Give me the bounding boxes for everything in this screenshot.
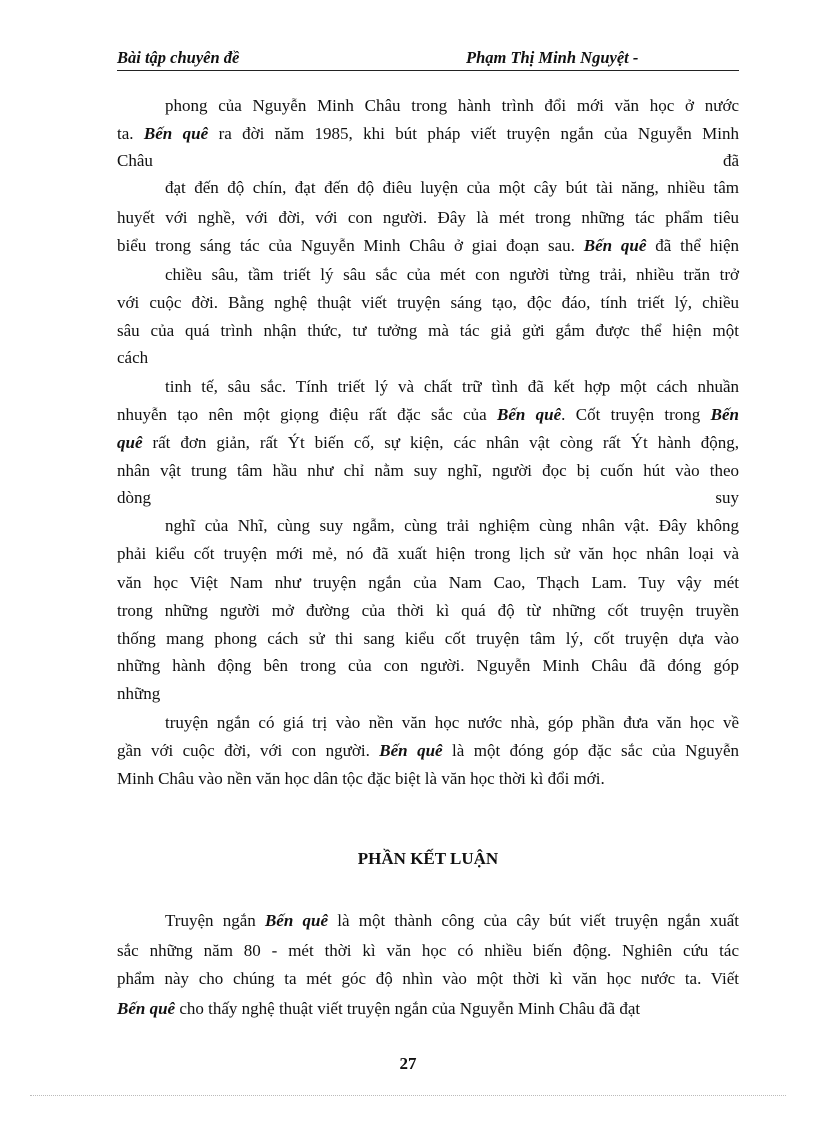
text-line [165, 515, 739, 537]
text-run: . Cốt truyện trong [561, 405, 711, 424]
emphasis-title: Bến quê [143, 124, 209, 143]
page-number: 27 [399, 1054, 417, 1073]
text-line [165, 264, 739, 286]
text-line [165, 95, 739, 117]
text-line [117, 543, 739, 565]
text-run: ra đời năm 1985, khi bút pháp viết truyện ngắn của Nguyễn Minh [208, 124, 739, 143]
text-run: sâu của quá trình nhận thức, tư tưởng mà tác giả gửi gắm được thể hiện một [117, 321, 739, 340]
emphasis-title: Bến quê [264, 911, 329, 930]
text-run: cho thấy nghệ thuật viết truyện ngắn của Nguyễn Minh Châu đã đạt [175, 999, 641, 1018]
text-run: đã thể hiện [646, 236, 740, 255]
emphasis-title: Bến quê [379, 741, 443, 760]
text-line [117, 940, 739, 962]
text-line [117, 487, 739, 509]
text-run: những [117, 684, 161, 703]
text-run: đã [722, 151, 739, 170]
text-run: tinh tế, sâu sắc. Tính triết lý và chất trữ tình đã kết hợp một cách nhuần [165, 377, 739, 396]
text-line [117, 600, 739, 622]
text-run: văn học Việt Nam như truyện ngắn của Nam Cao, Thạch Lam. Tuy vậy mét [117, 573, 739, 592]
text-line [117, 292, 739, 314]
text-line [165, 376, 739, 398]
text-line [117, 998, 739, 1020]
text-line [117, 460, 739, 482]
text-line [117, 655, 739, 677]
text-run: nhuyễn tạo nên một giọng điệu rất đặc sắc của [117, 405, 497, 424]
text-run: suy [715, 488, 739, 507]
text-line [165, 177, 739, 199]
text-run: rất đơn giản, rất Ýt biến cố, sự kiện, các nhân vật còng rất Ýt hành động, [142, 433, 739, 452]
text-run: trong những người mở đường của thời kì quá độ từ những cốt truyện truyền [117, 601, 739, 620]
text-line [117, 404, 739, 426]
text-run: biểu trong sáng tác của Nguyễn Minh Châu ở giai đoạn sau. [117, 236, 584, 255]
text-run: huyết với nghề, với đời, với con người. Đây là mét trong những tác phẩm tiêu [117, 208, 739, 227]
header-author: Phạm Thị Minh Nguyệt - [466, 48, 639, 67]
text-run: nghĩ của Nhĩ, cùng suy ngẫm, cùng trải nghiệm cùng nhân vật. Đây không [165, 516, 739, 535]
text-run: thống mang phong cách sử thi sang kiểu cốt truyện tâm lý, cốt truyện dựa vào [117, 629, 739, 648]
emphasis-title: quê [117, 433, 143, 452]
text-run: Minh Châu vào nền văn học dân tộc đặc biệt là văn học thời kì đổi mới. [117, 769, 605, 788]
emphasis-title: Bến [710, 405, 739, 424]
text-line [165, 910, 739, 932]
text-line [165, 712, 739, 734]
text-run: là một thành công của cây bút viết truyện ngắn xuất [328, 911, 740, 930]
emphasis-title: Bến quê [583, 236, 647, 255]
page-bottom-rule [30, 1095, 786, 1096]
text-line [117, 628, 739, 650]
text-run: chiều sâu, tầm triết lý sâu sắc của mét con người từng trải, nhiều trăn trở [165, 265, 739, 284]
emphasis-title: Bến quê [117, 999, 176, 1018]
text-run: phong của Nguyễn Minh Châu trong hành trình đổi mới văn học ở nước [165, 96, 739, 115]
text-line [117, 740, 739, 762]
text-run: Truyện ngắn [165, 911, 265, 930]
text-line [117, 683, 739, 705]
text-line [117, 968, 739, 990]
header-title: Bài tập chuyên đề [117, 48, 240, 67]
section-heading: PHẦN KẾT LUẬN [357, 849, 499, 868]
page-header [117, 48, 739, 71]
text-run: Châu [117, 151, 153, 170]
text-run: đạt đến độ chín, đạt đến độ điêu luyện của một cây bút tài năng, nhiều tâm [165, 178, 739, 197]
text-run: dòng [117, 488, 151, 507]
text-line [117, 123, 739, 145]
text-line [117, 572, 739, 594]
text-line [117, 150, 739, 172]
text-run: nhân vật trung tâm hầu như chỉ nằm suy nghĩ, người đọc bị cuốn hút vào theo [117, 461, 739, 480]
text-line [117, 207, 739, 229]
text-line [117, 235, 739, 257]
text-line [117, 432, 739, 454]
text-run: những hành động bên trong của con người. Nguyễn Minh Châu đã đóng góp [117, 656, 739, 675]
text-run: phẩm này cho chúng ta mét góc độ nhìn vào một thời kì văn học nước ta. Viết [117, 969, 739, 988]
text-run: gần với cuộc đời, với con người. [117, 741, 380, 760]
text-run: với cuộc đời. Bằng nghệ thuật viết truyện sáng tạo, độc đáo, tính triết lý, chiều [117, 293, 739, 312]
text-run: truyện ngắn có giá trị vào nền văn học nước nhà, góp phần đưa văn học về [165, 713, 739, 732]
emphasis-title: Bến quê [496, 405, 562, 424]
text-line [117, 347, 739, 369]
text-run: là một đóng góp đặc sắc của Nguyễn [442, 741, 739, 760]
text-run: cách [117, 348, 149, 367]
text-line [117, 768, 739, 790]
text-run: sắc những năm 80 - mét thời kì văn học có nhiều biến động. Nghiên cứu tác [117, 941, 739, 960]
text-line [117, 320, 739, 342]
text-run: phải kiểu cốt truyện mới mẻ, nó đã xuất hiện trong lịch sử văn học nhân loại và [117, 544, 739, 563]
text-run: ta. [117, 124, 144, 143]
